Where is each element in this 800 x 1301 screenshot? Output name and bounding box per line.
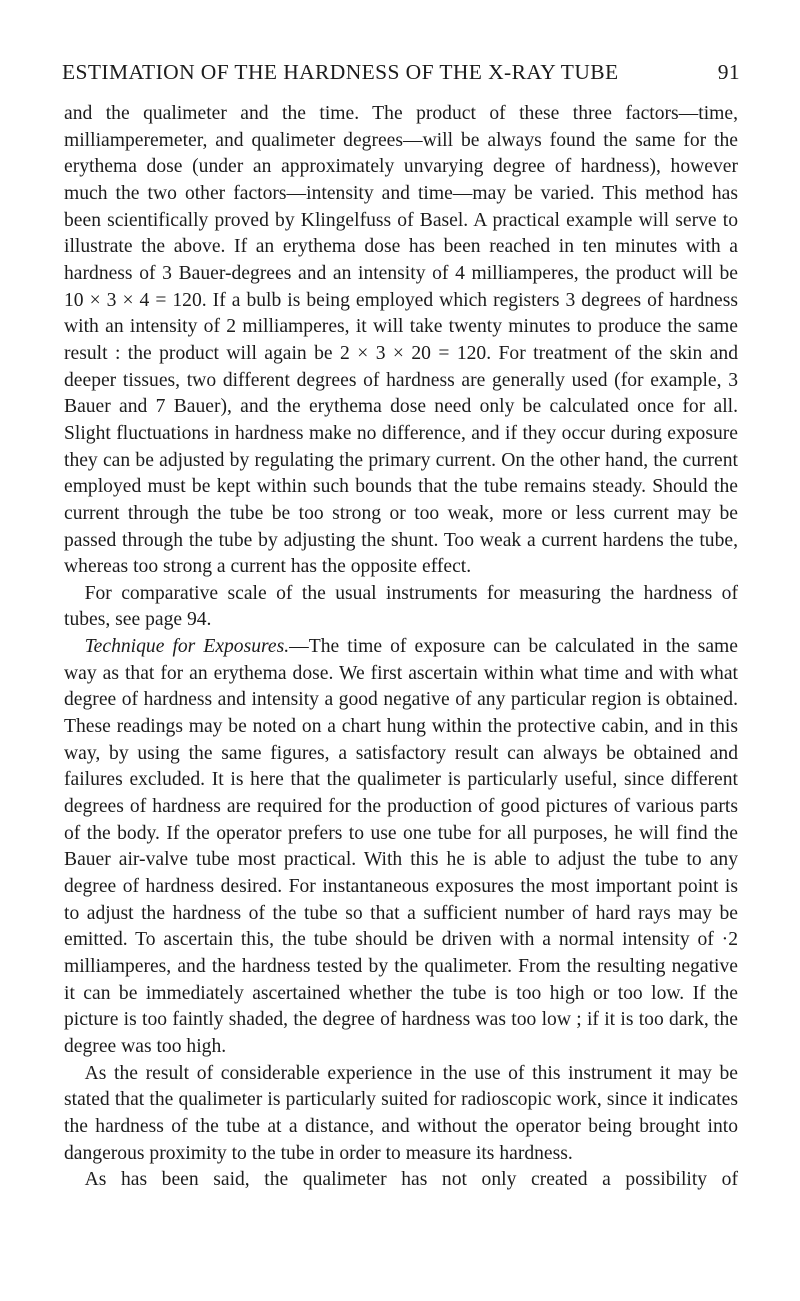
section-heading-technique-for-exposures: Technique for Exposures. [84, 636, 290, 658]
paragraph-1: and the qualimeter and the time. The product of these three factors—time, milliamperemeter, and qualimeter degrees—will be always found the same for the erythema dose (under an approximately unvarying degree of hardness), however much the two other factors—intensity and time—may be varied. This method has been scientifically proved by Klingelfuss of Basel. A practical example will serve to illustrate the above. If an erythema dose has been reached in ten minutes with a hardness of 3 Bauer-degrees and an intensity of 4 milliamperes, the product will be 10 × 3 × 4 = 120. If a bulb is being employed which registers 3 degrees of hardness with an intensity of 2 milliamperes, it will take twenty minutes to produce the same result : the product will again be 2 × 3 × 20 = 120. For treatment of the skin and deeper tissues, two different degrees of hardness are generally used (for example, 3 Bauer and 7 Bauer), and the erythema dose need only be calculated once for all. Slight fluctuations in hardness make no difference, and if they occur during exposure they can be adjusted by regulating the primary current. On the other hand, the current employed must be kept within such bounds that the tube remains steady. Should the current through the tube be too strong or too weak, more or less current may be passed through the tube by adjusting the shunt. Too weak a current hardens the tube, whereas too strong a current has the opposite effect. [64, 103, 738, 578]
paragraph-3 [64, 634, 738, 1061]
running-head-title: ESTIMATION OF THE HARDNESS OF THE X-RAY TUBE [62, 60, 619, 84]
running-head [62, 60, 740, 90]
page-number: 91 [717, 60, 740, 84]
paragraph-3-text: —The time of exposure can be calculated in the same way as that for an erythema dose. We first ascertain within what time and with what degree of hardness and intensity a good negative of any particular region is obtained. These readings may be noted on a chart hung within the protective cabin, and in this way, by using the same figures, a satisfactory result can always be obtained and failures excluded. It is here that the qualimeter is particularly useful, since different degrees of hardness are required for the production of good pictures of various parts of the body. If the operator prefers to use one tube for all purposes, he will find the Bauer air-valve tube most practical. With this he is able to adjust the tube to any degree of hardness desired. For instantaneous exposures the most important point is to adjust the hardness of the tube so that a sufficient number of hard rays may be emitted. To ascertain this, the tube should be driven with a normal intensity of ·2 milliamperes, and the hardness tested by the qualimeter. From the resulting negative it can be immediately ascertained whether the tube is too high or too low. If the picture is too faintly shaded, the degree of hardness was too low ; if it is too dark, the degree was too high. [64, 636, 738, 1057]
paragraph-5: As has been said, the qualimeter has not only created a possibility of [84, 1169, 738, 1191]
paragraph-2: For comparative scale of the usual instruments for measuring the hardness of tubes, see page 94. [64, 582, 738, 631]
paragraph-4: As the result of considerable experience in the use of this instrument it may be stated that the qualimeter is particularly suited for radioscopic work, since it indicates the hardness of the tube at a distance, and without the operator being brought into dangerous proximity to the tube in order to measure its hardness. [64, 1062, 738, 1164]
body-text [64, 101, 738, 1194]
